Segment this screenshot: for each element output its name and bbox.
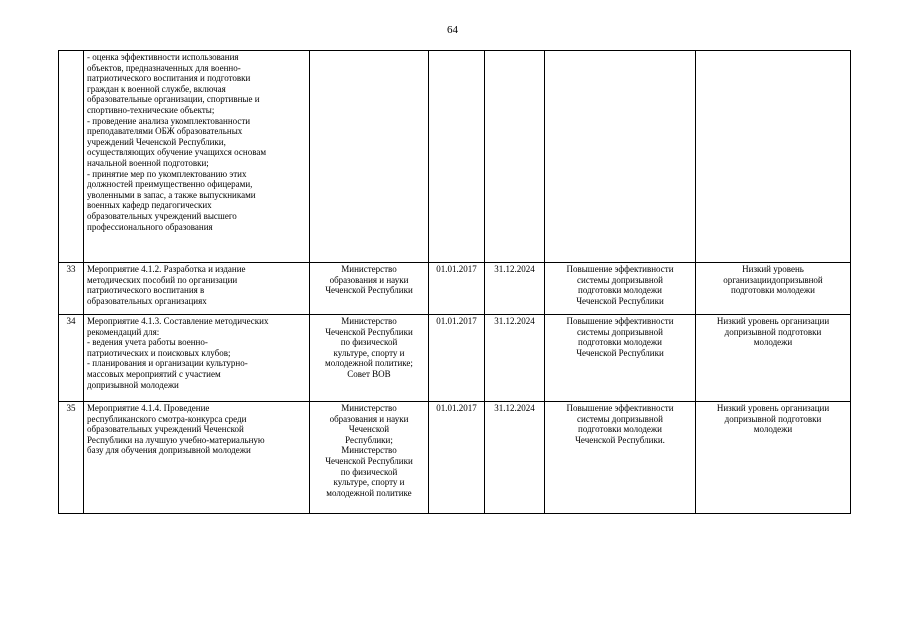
result-line: подготовки молодежи [578,337,662,348]
executor-line: образования и науки [329,274,409,285]
executor-line: Министерство [341,403,397,413]
result-line: Чеченской Республики. [575,434,665,445]
description-line: - проведение анализа укомплектованности [87,115,251,126]
description-line: патриотического воспитания и подготовки [87,73,251,84]
result-line: Повышение эффективности [566,316,674,326]
risk-line: допризывной подготовки [724,413,822,424]
description-line: патриотического воспитания в [87,285,205,296]
description-line: рекомендаций для: [87,326,160,337]
end-date-cell [485,51,545,263]
description-line: методических пособий по организации [87,274,238,285]
risk-line: молодежи [753,337,793,348]
description-line: базу для обучения допризывной молодежи [87,445,251,456]
description-line: - планирования и организации культурно- [87,358,248,369]
executor-line: молодежной политике; [325,358,413,369]
table-row [59,315,851,402]
end-date-cell: 31.12.2024 [485,263,545,315]
description-line: образовательных организациях [87,295,207,306]
description-line: массовых мероприятий с участием [87,368,221,379]
description-cell [84,402,310,514]
program-activities-table [58,50,851,514]
description-line: республиканского смотра-конкурса среди [87,413,247,424]
risk-line: Низкий уровень организации [716,316,830,326]
risk-line: организациидопризывной [723,274,823,285]
executor-line: Чеченской Республики [325,455,413,466]
executor-line: Чеченской Республики [325,326,413,337]
executor-line: по физической [340,337,398,348]
risk-line: Низкий уровень организации [716,403,830,413]
page-number: 64 [447,24,458,36]
executor-line: Республики; [345,434,393,445]
result-line: системы допризывной [577,413,663,424]
executor-line: образования и науки [329,413,409,424]
description-line: - ведения учета работы военно- [87,337,208,348]
risk-line: подготовки молодежи [731,285,815,296]
end-date-cell: 31.12.2024 [485,315,545,402]
executor-line: культуре, спорту и [333,347,405,358]
result-line: системы допризывной [577,274,663,285]
description-line: Мероприятие 4.1.2. Разработка и издание [87,264,246,274]
description-line: образовательных учреждений высшего [87,210,237,221]
result-line: подготовки молодежи [578,285,662,296]
executor-cell [310,315,429,402]
description-line: - оценка эффективности использования [87,52,239,62]
executor-line: молодежной политике [326,487,412,498]
row-number-cell: 33 [59,263,84,315]
description-line: граждан к военной службе, включая [87,83,226,94]
risk-cell [696,315,851,402]
risk-line: допризывной подготовки [724,326,822,337]
description-line: патриотических и поисковых клубов; [87,347,231,358]
table-row-continued [59,51,851,263]
start-date-cell: 01.01.2017 [429,315,485,402]
description-line: должностей преимущественно офицерами, [87,179,253,190]
description-line: Мероприятие 4.1.3. Составление методических [87,316,269,326]
description-cell [84,263,310,315]
description-line: учреждений Чеченской Республики, [87,136,226,147]
description-cell [84,315,310,402]
description-line: - принятие мер по укомплектованию этих [87,168,247,179]
executor-cell [310,402,429,514]
description-line: спортивно-технические объекты; [87,104,215,115]
executor-line: Министерство [341,264,397,274]
description-line: преподавателями ОБЖ образовательных [87,126,243,137]
risk-cell [696,51,851,263]
expected-result-cell [545,402,696,514]
description-line: допризывной молодежи [87,379,179,390]
description-line: профессионального образования [87,221,213,232]
table-row [59,402,851,514]
result-line: Чеченской Республики [576,295,664,306]
description-line: начальной военной подготовки; [87,157,209,168]
row-number-cell [59,51,84,263]
executor-line: Министерство [341,445,397,456]
risk-line: Низкий уровень [742,264,804,274]
expected-result-cell [545,315,696,402]
end-date-cell: 31.12.2024 [485,402,545,514]
row-number-cell: 35 [59,402,84,514]
result-line: Повышение эффективности [566,403,674,413]
result-line: системы допризывной [577,326,663,337]
executor-line: Чеченской [348,424,390,435]
result-line: подготовки молодежи [578,424,662,435]
description-cell [84,51,310,263]
executor-line: Министерство [341,316,397,326]
description-line: Республики на лучшую учебно-материальную [87,434,265,445]
expected-result-cell [545,51,696,263]
description-line: уволенными в запас, а также выпускниками [87,189,256,200]
description-line: образовательных учреждений Чеченской [87,424,244,435]
description-line: объектов, предназначенных для военно- [87,62,241,73]
result-line: Повышение эффективности [566,264,674,274]
executor-line: Чеченской Республики [325,285,413,296]
executor-cell [310,263,429,315]
start-date-cell: 01.01.2017 [429,263,485,315]
risk-cell [696,402,851,514]
expected-result-cell [545,263,696,315]
risk-line: молодежи [753,424,793,435]
description-line: образовательные организации, спортивные и [87,94,260,105]
start-date-cell: 01.01.2017 [429,402,485,514]
result-line: Чеченской Республики [576,347,664,358]
description-line: Мероприятие 4.1.4. Проведение [87,403,210,413]
executor-line: Совет ВОВ [347,368,391,379]
table-row [59,263,851,315]
start-date-cell [429,51,485,263]
executor-line: по физической [340,466,398,477]
row-number-cell: 34 [59,315,84,402]
description-line: военных кафедр педагогических [87,200,212,211]
executor-cell [310,51,429,263]
executor-line: культуре, спорту и [333,477,405,488]
risk-cell [696,263,851,315]
table-body [59,51,851,514]
description-line: осуществляющих обучение учащихся основам [87,147,267,158]
